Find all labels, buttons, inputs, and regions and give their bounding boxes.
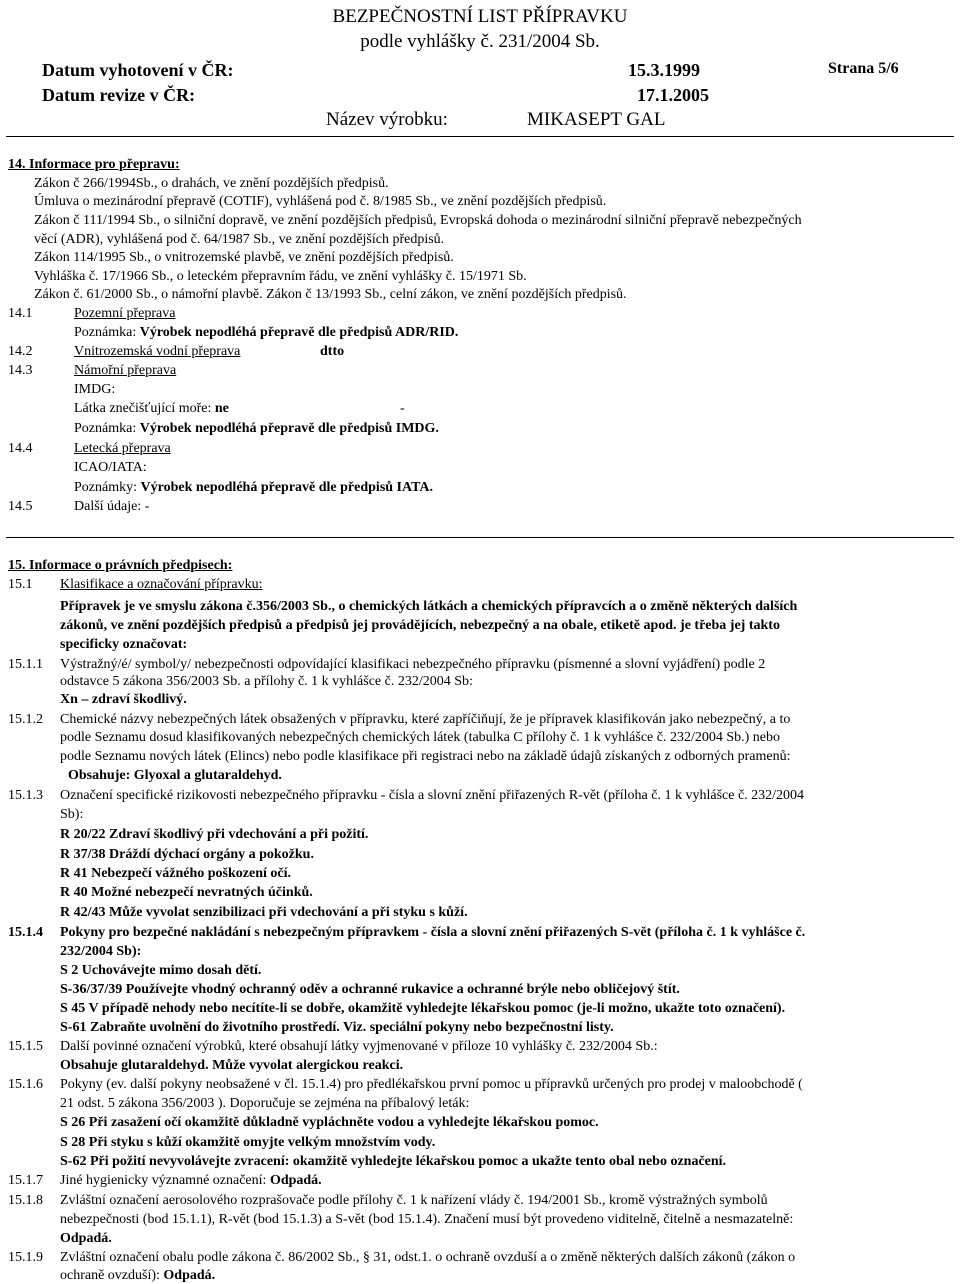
header-divider (6, 136, 954, 137)
icao-label: ICAO/IATA: (74, 460, 147, 475)
s-phrase: S-61 Zabraňte uvolnění do životního prostředí. Viz. speciální pokyny nebo bezpečnostní listy. (60, 1020, 614, 1035)
s-phrase: S 2 Uchovávejte mimo dosah dětí. (60, 963, 262, 978)
additional-labeling-value: Obsahuje glutaraldehyd. Může vyvolat alergickou reakci. (60, 1058, 404, 1073)
r-phrases-text: Sb): (60, 807, 84, 822)
item-14-2-title: Vnitrozemská vodní přeprava (74, 344, 241, 359)
document-subtitle: podle vyhlášky č. 231/2004 Sb. (360, 31, 600, 52)
item-15-1-8-number: 15.1.8 (8, 1193, 43, 1208)
s-phrases-text: 232/2004 Sb): (60, 944, 142, 959)
item-15-1-2-number: 15.1.2 (8, 712, 43, 727)
item-14-5-text: Další údaje: - (74, 499, 150, 514)
item-15-1-title: Klasifikace a označování přípravku: (60, 577, 263, 592)
item-15-1-9-number: 15.1.9 (8, 1250, 43, 1265)
packaging-labeling-text: ochraně ovzduší): Odpadá. (60, 1268, 216, 1283)
item-15-1-number: 15.1 (8, 577, 33, 592)
revised-value: 17.1.2005 (637, 85, 709, 105)
item-15-1-1-number: 15.1.1 (8, 657, 43, 672)
item-14-1-title: Pozemní přeprava (74, 306, 176, 321)
r-phrase: R 37/38 Dráždí dýchací orgány a pokožku. (60, 847, 314, 862)
item-15-1-5-number: 15.1.5 (8, 1039, 43, 1054)
chemical-names-text: podle Seznamu dosud klasifikovaných nebezpečných chemických látek (tabulka C přílohy č. 1 k vyhlášce č. 232/2004 Sb.) nebo (60, 730, 781, 745)
hazard-symbol-value: Xn – zdraví škodlivý. (60, 692, 187, 707)
classification-text: zákonů, ve znění pozdějších předpisů a předpisů jej provádějících, nebezpečný a na obale, etiketě apod. je třeba jej takto (60, 618, 780, 633)
r-phrase: R 41 Nebezpečí vážného poškození očí. (60, 866, 291, 881)
item-14-3-number: 14.3 (8, 363, 33, 378)
classification-text: Přípravek je ve smyslu zákona č.356/2003 Sb., o chemických látkách a chemických přípravcích a o změně některých dalších (60, 599, 798, 614)
item-14-2-value: dtto (320, 344, 345, 359)
item-14-1-number: 14.1 (8, 306, 33, 321)
hazard-symbol-text: Výstražný/é/ symbol/y/ nebezpečnosti odpovídající klasifikaci nebezpečného přípravku (písmenné a slovní vyjádření) podle 2 (60, 657, 766, 672)
law-line: Zákon č 111/1994 Sb., o silniční dopravě, ve znění pozdějších předpisů, Evropská dohoda o mezinárodní silniční přepravě nebezpečných (34, 213, 802, 228)
s-phrase: S-36/37/39 Používejte vhodný ochranný oděv a ochranné rukavice a ochranné brýle nebo obličejový štít. (60, 982, 680, 997)
item-15-1-3-number: 15.1.3 (8, 788, 43, 803)
created-value: 15.3.1999 (628, 60, 700, 80)
packaging-labeling-text: Zvláštní označení obalu podle zákona č. 86/2002 Sb., § 31, odst.1. o ochraně ovzduší a o změně některých dalších zákonů (zákon o (60, 1250, 796, 1265)
revised-label: Datum revize v ČR: (42, 85, 196, 105)
section-divider (6, 537, 954, 538)
s-phrase: S 45 V případě nehody nebo necítíte-li se dobře, okamžitě vyhledejte lékařskou pomoc (je-li možno, ukažte toto označení). (60, 1001, 786, 1016)
marine-pollutant: Látka znečišťující moře: ne (74, 401, 229, 416)
item-15-1-6-number: 15.1.6 (8, 1077, 43, 1092)
section-15-heading: 15. Informace o právních předpisech: (8, 558, 233, 573)
page-number: Strana 5/6 (828, 60, 899, 77)
law-line: Úmluva o mezinárodní přepravě (COTIF), vyhlášená pod č. 8/1985 Sb., ve znění pozdějších předpisů. (34, 194, 607, 209)
created-label: Datum vyhotovení v ČR: (42, 60, 234, 80)
item-14-4-number: 14.4 (8, 441, 33, 456)
r-phrase: R 20/22 Zdraví škodlivý při vdechování a při požití. (60, 827, 369, 842)
hazard-symbol-text: odstavce 5 zákona 356/2003 Sb. a přílohy č. 1 k vyhlášce č. 232/2004 Sb: (60, 674, 473, 689)
chemical-names-text: podle Seznamu nových látek (Elincs) nebo podle klasifikace při registraci nebo na základě údajů získaných z odborných pramenů: (60, 749, 791, 764)
contains-text: Obsahuje: Glyoxal a glutaraldehyd. (68, 768, 282, 783)
item-14-5-number: 14.5 (8, 499, 33, 514)
item-14-3-title: Námořní přeprava (74, 363, 177, 378)
aerosol-labeling-text: Zvláštní označení aerosolového rozprašovače podle přílohy č. 1 k nařízení vlády č. 194/2001 Sb., kromě výstražných symbolů (60, 1193, 768, 1208)
first-aid-phrase: S 28 Při styku s kůží okamžitě omyjte velkým množstvím vody. (60, 1135, 436, 1150)
item-14-2-number: 14.2 (8, 344, 33, 359)
law-line: Zákon č. 61/2000 Sb., o námořní plavbě. Zákon č 13/1993 Sb., celní zákon, ve znění pozdějších předpisů. (34, 287, 627, 302)
first-aid-phrase: S-62 Při požití nevyvolávejte zvracení: okamžitě vyhledejte lékařskou pomoc a ukažte tento obal nebo označení. (60, 1154, 727, 1169)
additional-labeling-text: Další povinné označení výrobků, které obsahují látky vyjmenované v příloze 10 vyhlášky č. 232/2004 Sb.: (60, 1039, 658, 1054)
section-14-heading: 14. Informace pro přepravu: (8, 157, 180, 172)
marine-pollutant-dash: - (400, 401, 405, 416)
classification-text: specificky označovat: (60, 637, 188, 652)
s-phrases-text: Pokyny pro bezpečné nakládání s nebezpečným přípravkem - čísla a slovní znění přiřazených S-vět (příloha č. 1 k vyhlášce č. (60, 925, 806, 940)
product-value: MIKASEPT GAL (527, 109, 666, 130)
imdg-label: IMDG: (74, 382, 116, 397)
item-14-4-title: Letecká přeprava (74, 441, 171, 456)
chemical-names-text: Chemické názvy nebezpečných látek obsažených v přípravku, které zapříčiňují, že je přípravek klasifikován jako nebezpečný, a to (60, 712, 791, 727)
first-aid-phrase: S 26 Při zasažení očí okamžitě důkladně vypláchněte vodou a vyhledejte lékařskou pomoc. (60, 1115, 599, 1130)
aerosol-labeling-value: Odpadá. (60, 1231, 112, 1246)
item-14-4-note: Poznámky: Výrobek nepodléhá přepravě dle předpisů IATA. (74, 480, 433, 495)
item-15-1-4-number: 15.1.4 (8, 925, 43, 940)
hygiene-labeling: Jiné hygienicky významné označení: Odpadá. (60, 1173, 322, 1188)
r-phrases-text: Označení specifické rizikovosti nebezpečného přípravku - čísla a slovní znění přiřazených R-vět (příloha č. 1 k vyhlášce č. 232/2004 (60, 788, 805, 803)
first-aid-text: 21 odst. 5 zákona 356/2003 ). Doporučuje se zejména na příbalový leták: (60, 1096, 470, 1111)
law-line: Vyhláška č. 17/1966 Sb., o leteckém přepravním řádu, ve znění vyhlášky č. 15/1971 Sb. (34, 269, 527, 284)
aerosol-labeling-text: nebezpečnosti (bod 15.1.1), R-vět (bod 15.1.3) a S-vět (bod 15.1.4). Značení musí být provedeno viditelně, čitelně a nesmazatelně: (60, 1212, 794, 1227)
r-phrase: R 40 Možné nebezpečí nevratných účinků. (60, 885, 313, 900)
law-line: Zákon 114/1995 Sb., o vnitrozemské plavbě, ve znění pozdějších předpisů. (34, 250, 454, 265)
first-aid-text: Pokyny (ev. další pokyny neobsažené v čl. 15.1.4) pro předlékařskou první pomoc u přípravků určených pro prodej v maloobchodě ( (60, 1077, 803, 1092)
item-14-3-note: Poznámka: Výrobek nepodléhá přepravě dle předpisů IMDG. (74, 421, 439, 436)
law-line: věcí (ADR), vyhlášená pod č. 64/1987 Sb., ve znění pozdějších předpisů. (34, 232, 445, 247)
r-phrase: R 42/43 Může vyvolat senzibilizaci při vdechování a při styku s kůží. (60, 905, 468, 920)
item-15-1-7-number: 15.1.7 (8, 1173, 43, 1188)
item-14-1-note: Poznámka: Výrobek nepodléhá přepravě dle předpisů ADR/RID. (74, 325, 459, 340)
product-label: Název výrobku: (326, 109, 448, 130)
law-line: Zákon č 266/1994Sb., o drahách, ve znění pozdějších předpisů. (34, 176, 389, 191)
document-title: BEZPEČNOSTNÍ LIST PŘÍPRAVKU (332, 6, 628, 27)
